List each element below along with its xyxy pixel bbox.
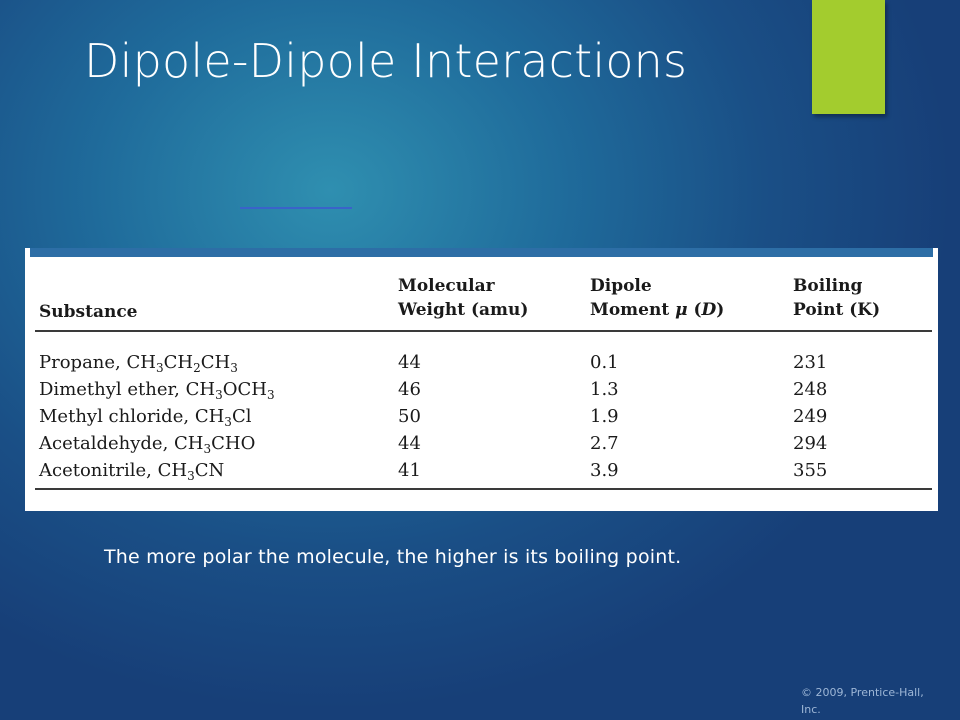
table-row-boiling-point: 248 xyxy=(793,379,828,400)
substance-name: Methyl chloride, xyxy=(39,406,195,427)
substance-name: Propane, xyxy=(39,352,127,373)
table-row-substance xyxy=(39,405,251,429)
chemical-formula: $CH_3OCH_3$ xyxy=(185,379,275,402)
table-row-molecular-weight: 41 xyxy=(398,460,421,481)
header-dipole-moment-text: Moment μ (D) xyxy=(590,300,725,320)
table-row-dipole-moment: 3.9 xyxy=(590,460,619,481)
table-row-boiling-point: 294 xyxy=(793,433,828,454)
table-row-dipole-moment: 0.1 xyxy=(590,352,619,373)
header-boiling-point-line2: Point (K) xyxy=(793,300,881,320)
chemical-formula: $CH_3CH_2CH_3$ xyxy=(126,352,238,375)
table-row-molecular-weight: 46 xyxy=(398,379,421,400)
data-table xyxy=(25,248,938,511)
chemical-formula: $CH_3Cl$ xyxy=(194,406,252,429)
table-row-dipole-moment: 1.3 xyxy=(590,379,619,400)
accent-bar xyxy=(812,0,885,114)
footer-rule xyxy=(35,488,932,490)
table-row-molecular-weight: 44 xyxy=(398,352,421,373)
chemical-formula: $CH_3CHO$ xyxy=(174,433,256,456)
table-row-boiling-point: 355 xyxy=(793,460,828,481)
substance-name: Acetonitrile, xyxy=(39,460,158,481)
header-rule xyxy=(35,330,932,332)
table-row-substance xyxy=(39,459,224,483)
header-dipole-moment-line1: Dipole xyxy=(590,276,652,296)
table-row-boiling-point: 231 xyxy=(793,352,828,373)
table-top-rule xyxy=(30,248,933,257)
slide-title: Dipole-Dipole Interactions xyxy=(84,34,688,88)
chemical-formula: $CH_3CN$ xyxy=(157,460,225,483)
copyright-notice: © 2009, Prentice-Hall, Inc. xyxy=(801,686,924,716)
header-substance: Substance xyxy=(39,302,138,322)
header-molecular-weight-line1: Molecular xyxy=(398,276,495,296)
table-row-molecular-weight: 44 xyxy=(398,433,421,454)
substance-name: Dimethyl ether, xyxy=(39,379,186,400)
table-row-molecular-weight: 50 xyxy=(398,406,421,427)
table-row-boiling-point: 249 xyxy=(793,406,828,427)
substance-name: Acetaldehyde, xyxy=(39,433,175,454)
header-molecular-weight-line2: Weight (amu) xyxy=(398,300,529,320)
decorative-underline xyxy=(240,207,352,209)
header-boiling-point-line1: Boiling xyxy=(793,276,863,296)
slide-caption: The more polar the molecule, the higher is its boiling point. xyxy=(104,546,682,568)
table-row-substance xyxy=(39,351,238,375)
header-dipole-moment-line2 xyxy=(590,298,724,322)
table-row-dipole-moment: 1.9 xyxy=(590,406,619,427)
table-row-substance xyxy=(39,432,255,456)
table-row-substance xyxy=(39,378,275,402)
table-row-dipole-moment: 2.7 xyxy=(590,433,619,454)
